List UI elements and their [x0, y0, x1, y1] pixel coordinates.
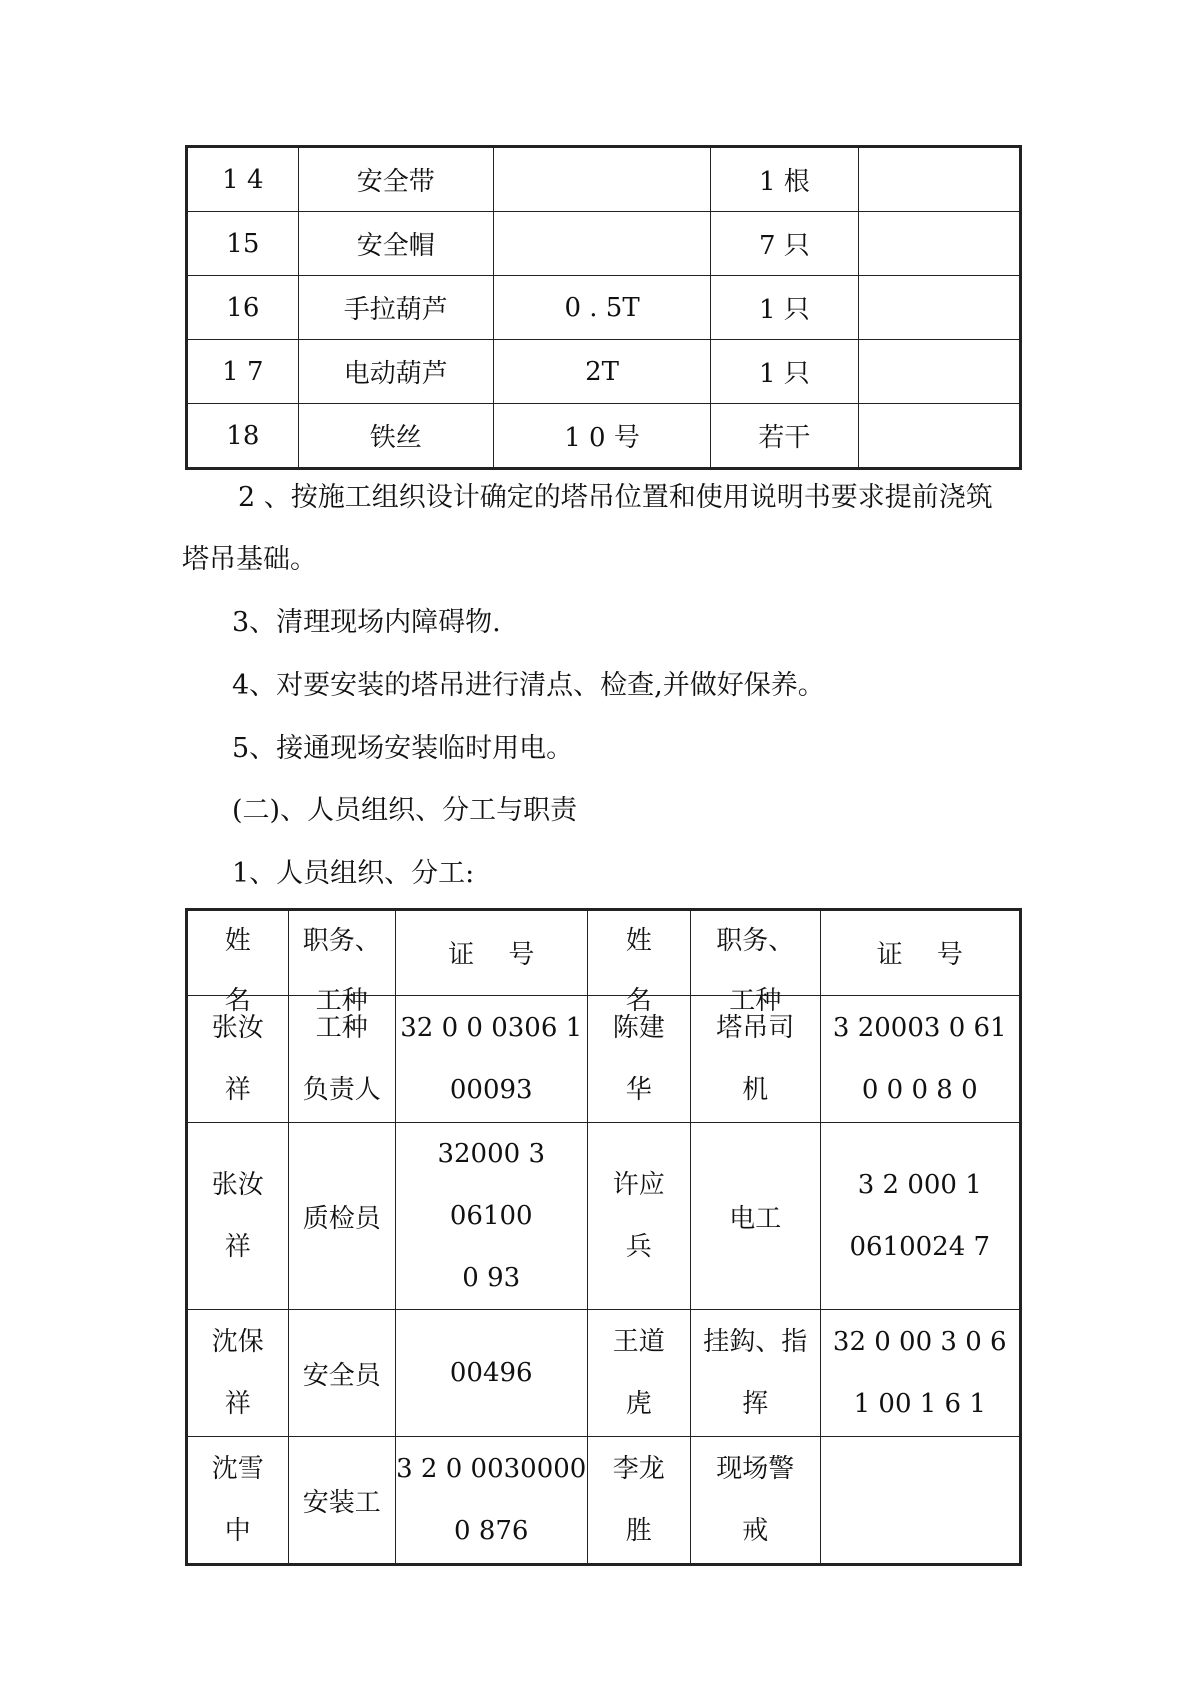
item-number: 15 — [187, 212, 299, 276]
paragraph-2-line1: 2 、按施工组织设计确定的塔吊位置和使用说明书要求提前浇筑 — [238, 482, 993, 513]
item-note — [858, 212, 1020, 276]
paragraph-4: 4、对要安装的塔吊进行清点、检查,并做好保养。 — [232, 670, 825, 701]
item-quantity: 若干 — [711, 404, 858, 469]
staff-job: 安装工 — [288, 1437, 395, 1565]
header-cert: 证 号 — [820, 910, 1021, 996]
item-spec: 0 . 5T — [493, 276, 710, 340]
staff-cert: 3 20003 0 61 0 0 0 8 0 — [820, 996, 1021, 1123]
table-header-row — [187, 910, 1021, 996]
table-row — [187, 1123, 1021, 1310]
item-note — [858, 340, 1020, 404]
staff-name: 李龙 胜 — [587, 1437, 691, 1565]
staff-name: 沈雪 中 — [187, 1437, 289, 1565]
staff-job: 安全员 — [288, 1310, 395, 1437]
staff-cert: 00496 — [395, 1310, 587, 1437]
item-number: 16 — [187, 276, 299, 340]
staff-job: 电工 — [691, 1123, 821, 1310]
staff-cert: 32000 3 06100 0 93 — [395, 1123, 587, 1310]
item-number: 18 — [187, 404, 299, 469]
staff-job: 工种 负责人 — [288, 996, 395, 1123]
item-note — [858, 147, 1020, 212]
staff-job: 塔吊司 机 — [691, 996, 821, 1123]
item-spec — [493, 147, 710, 212]
item-name: 电动葫芦 — [298, 340, 493, 404]
item-spec: 1 0 号 — [493, 404, 710, 469]
item-quantity: 7 只 — [711, 212, 858, 276]
item-number: 1 7 — [187, 340, 299, 404]
staff-cert: 32 0 0 0306 1 00093 — [395, 996, 587, 1123]
staff-cert: 32 0 00 3 0 6 1 00 1 6 1 — [820, 1310, 1021, 1437]
item-note — [858, 404, 1020, 469]
tools-table — [185, 145, 1022, 470]
item-name: 手拉葫芦 — [298, 276, 493, 340]
item-name: 铁丝 — [298, 404, 493, 469]
staff-job: 挂鈎、指 挥 — [691, 1310, 821, 1437]
staff-name: 沈保 祥 — [187, 1310, 289, 1437]
paragraph-3: 3、清理现场内障碍物. — [232, 607, 501, 638]
item-note — [858, 276, 1020, 340]
item-number: 1 4 — [187, 147, 299, 212]
item-quantity: 1 只 — [711, 340, 858, 404]
staff-job: 现场警 戒 — [691, 1437, 821, 1565]
table-row — [187, 147, 1021, 212]
header-name: 姓 名 — [587, 910, 691, 996]
table-row — [187, 212, 1021, 276]
paragraph-2-line2: 塔吊基础。 — [182, 544, 317, 575]
header-cert: 证 号 — [395, 910, 587, 996]
header-job: 职务、 工种 — [691, 910, 821, 996]
item-spec — [493, 212, 710, 276]
staff-cert: 3 2 000 1 0610024 7 — [820, 1123, 1021, 1310]
subsection-heading: 1、人员组织、分工: — [232, 858, 475, 889]
item-name: 安全帽 — [298, 212, 493, 276]
item-name: 安全带 — [298, 147, 493, 212]
section-heading: (二)、人员组织、分工与职责 — [232, 795, 578, 826]
staff-cert: 3 2 0 0030000 0 876 — [395, 1437, 587, 1565]
paragraph-5: 5、接通现场安装临时用电。 — [232, 733, 574, 764]
table-row — [187, 1310, 1021, 1437]
table-row — [187, 276, 1021, 340]
staff-name: 许应 兵 — [587, 1123, 691, 1310]
header-job: 职务、 工种 — [288, 910, 395, 996]
staff-name: 张汝 祥 — [187, 996, 289, 1123]
staff-cert — [820, 1437, 1021, 1565]
staff-table — [185, 908, 1022, 1566]
staff-name: 陈建 华 — [587, 996, 691, 1123]
table-row — [187, 1437, 1021, 1565]
item-quantity: 1 根 — [711, 147, 858, 212]
staff-name: 张汝 祥 — [187, 1123, 289, 1310]
header-name: 姓 名 — [187, 910, 289, 996]
item-quantity: 1 只 — [711, 276, 858, 340]
staff-job: 质检员 — [288, 1123, 395, 1310]
staff-name: 王道 虎 — [587, 1310, 691, 1437]
table-row — [187, 340, 1021, 404]
item-spec: 2T — [493, 340, 710, 404]
table-row — [187, 404, 1021, 469]
